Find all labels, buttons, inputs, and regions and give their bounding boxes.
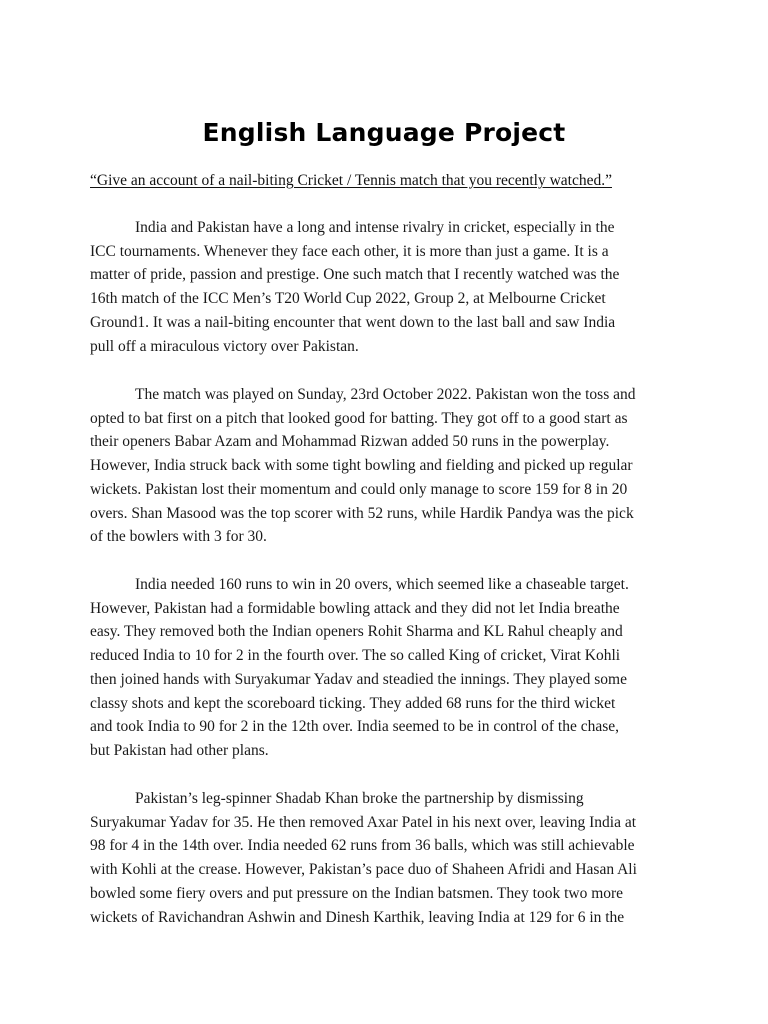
paragraph-line: their openers Babar Azam and Mohammad Rizwan added 50 runs in the powerplay.: [90, 433, 610, 451]
paragraph-line: However, India struck back with some tight bowling and fielding and picked up regular: [90, 457, 633, 475]
paragraph-3: [90, 573, 686, 763]
paragraph-line: wickets. Pakistan lost their momentum and could only manage to score 159 for 8 in 20: [90, 480, 628, 498]
paragraph-line: Ground1. It was a nail-biting encounter that went down to the last ball and saw India: [90, 313, 616, 331]
paragraph-line: Suryakumar Yadav for 35. He then removed Axar Patel in his next over, leaving India at: [90, 813, 637, 831]
paragraph-line: and took India to 90 for 2 in the 12th over. India seemed to be in control of the chase,: [90, 718, 620, 736]
paragraph-line: However, Pakistan had a formidable bowling attack and they did not let India breathe: [90, 599, 620, 617]
paragraph-line: The match was played on Sunday, 23rd October 2022. Pakistan won the toss and: [135, 386, 636, 403]
paragraph-line: 16th match of the ICC Men’s T20 World Cup 2022, Group 2, at Melbourne Cricket: [90, 290, 606, 308]
paragraph-line: overs. Shan Masood was the top scorer with 52 runs, while Hardik Pandya was the pick: [90, 504, 634, 522]
paragraph-line: classy shots and kept the scoreboard ticking. They added 68 runs for the third wicket: [90, 694, 616, 712]
paragraph-line: pull off a miraculous victory over Pakistan.: [90, 337, 359, 355]
paragraph-line: India and Pakistan have a long and intense rivalry in cricket, especially in the: [135, 219, 615, 236]
paragraph-2: [90, 383, 686, 549]
paragraph-line: with Kohli at the crease. However, Pakistan’s pace duo of Shaheen Afridi and Hasan Ali: [90, 861, 637, 879]
essay-prompt: “Give an account of a nail-biting Cricket / Tennis match that you recently watched.”: [90, 172, 612, 189]
paragraph-line: then joined hands with Suryakumar Yadav and steadied the innings. They played some: [90, 670, 627, 688]
paragraph-line: of the bowlers with 3 for 30.: [90, 528, 267, 546]
paragraph-line: bowled some fiery overs and put pressure on the Indian batsmen. They took two more: [90, 884, 624, 902]
paragraph-line: reduced India to 10 for 2 in the fourth over. The so called King of cricket, Virat Kohli: [90, 647, 621, 665]
paragraph-line: matter of pride, passion and prestige. One such match that I recently watched was the: [90, 266, 620, 284]
paragraph-line: 98 for 4 in the 14th over. India needed 62 runs from 36 balls, which was still achievable: [90, 837, 635, 855]
paragraph-line: easy. They removed both the Indian openers Rohit Sharma and KL Rahul cheaply and: [90, 623, 623, 641]
paragraph-line: Pakistan’s leg-spinner Shadab Khan broke the partnership by dismissing: [135, 790, 584, 807]
paragraph-line: but Pakistan had other plans.: [90, 741, 269, 759]
paragraph-1: [90, 216, 686, 358]
paragraph-line: opted to bat first on a pitch that looked good for batting. They got off to a good start as: [90, 409, 628, 427]
paragraph-line: India needed 160 runs to win in 20 overs, which seemed like a chaseable target.: [135, 576, 629, 593]
page-title: English Language Project: [202, 118, 566, 147]
paragraph-4: [90, 787, 686, 929]
paragraph-line: wickets of Ravichandran Ashwin and Dinesh Karthik, leaving India at 129 for 6 in the: [90, 908, 625, 926]
paragraph-line: ICC tournaments. Whenever they face each other, it is more than just a game. It is a: [90, 242, 609, 260]
